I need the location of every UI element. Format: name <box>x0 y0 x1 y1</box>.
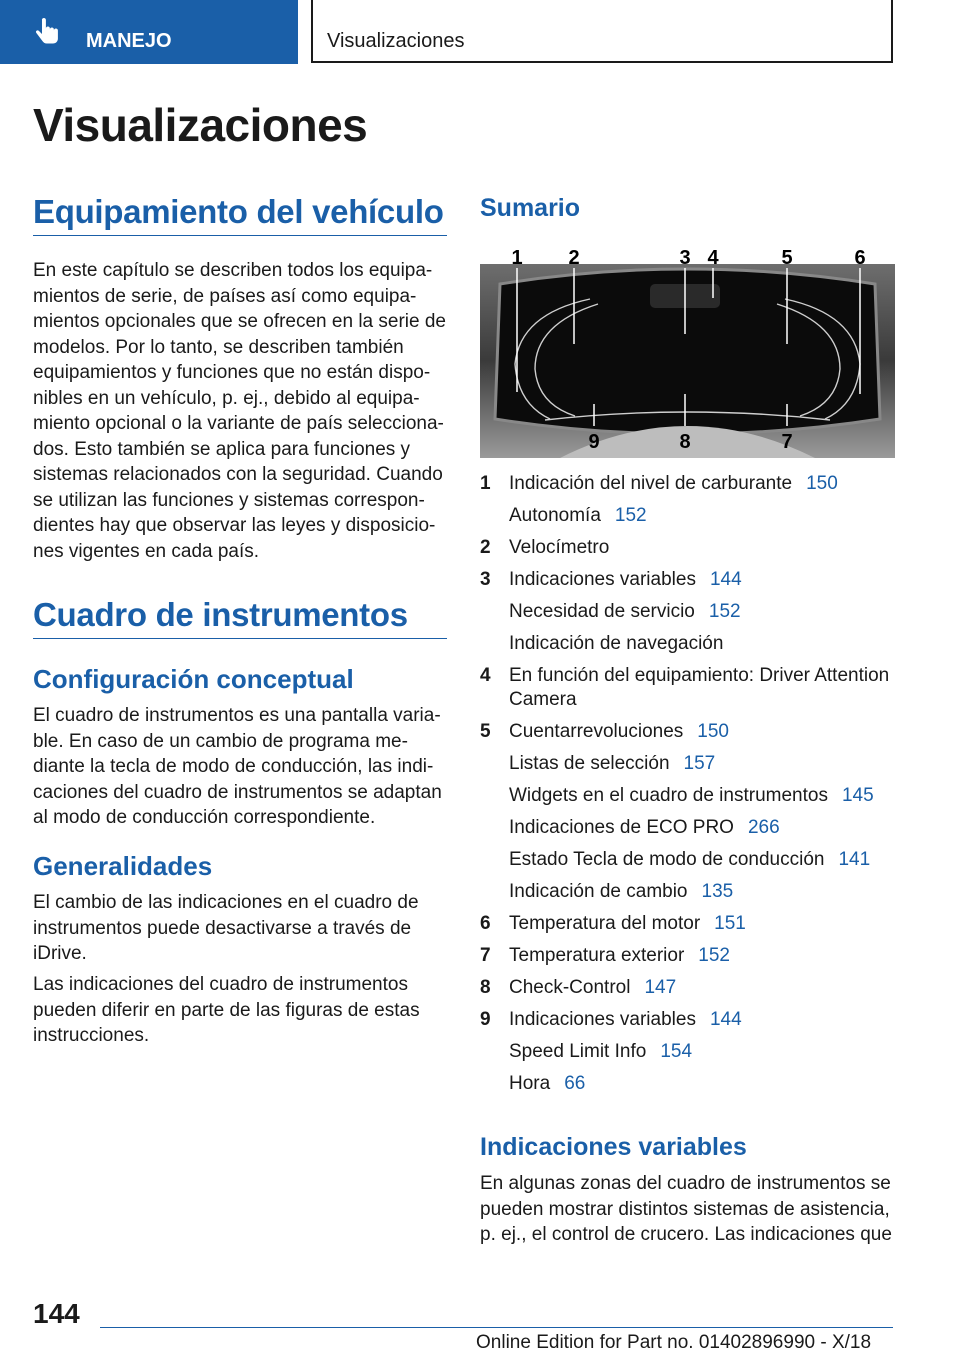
legend-number: 1 <box>480 473 491 494</box>
page-number: 144 <box>33 1298 80 1329</box>
figure-label-9: 9 <box>588 431 600 453</box>
legend-row <box>480 910 900 942</box>
legend-row <box>480 750 900 782</box>
legend-row <box>480 470 900 502</box>
chapter-label: MANEJO <box>86 30 172 52</box>
page-reference-link[interactable]: 144 <box>709 1009 742 1030</box>
legend-label: Indicación de navegación <box>509 633 724 654</box>
legend-row <box>480 598 900 630</box>
breadcrumb-label: Visualizaciones <box>327 30 465 52</box>
legend-label: Indicaciones variables <box>509 569 696 590</box>
legend-number: 6 <box>480 913 491 934</box>
heading-configuracion: Configuración conceptual <box>33 664 354 694</box>
legend-row <box>480 630 900 662</box>
page-reference-link[interactable]: 147 <box>644 977 677 998</box>
heading-generalidades: Generalidades <box>33 851 213 881</box>
page-reference-link[interactable]: 152 <box>708 601 741 622</box>
legend-number: 2 <box>480 537 491 558</box>
legend-label: Temperatura del motor <box>509 913 701 934</box>
paragraph-equipamiento: En este capítulo se describen todos los equipa- mientos de serie, de países así como equipa- mientos opcionales que se ofrecen en la serie de modelos. Por lo tanto, se describen también equipamientos y funciones que no están dispo- nibles en un vehículo, p. ej., debido al equipa- miento opcional o la variante de país selecciona- dos. Esto también se aplica para funciones y sistemas relacionados con la seguridad. Cuando se utilizan las funciones y sistemas correspon- dientes hay que observar las leyes y disposicio- nes vigentes en cada país. <box>33 260 446 562</box>
page-title: Visualizaciones <box>33 99 368 151</box>
legend-label: Check-Control <box>509 977 631 998</box>
legend-number: 3 <box>480 569 491 590</box>
figure-label-6: 6 <box>854 247 866 269</box>
figure-label-3: 3 <box>679 247 691 269</box>
legend-label: Widgets en el cuadro de instrumentos <box>509 785 828 806</box>
legend-label: Listas de selección <box>509 753 670 774</box>
page-reference-link[interactable]: 66 <box>564 1073 586 1094</box>
legend-list <box>480 470 900 1102</box>
page-reference-link[interactable]: 151 <box>714 913 746 934</box>
legend-number: 9 <box>480 1009 491 1030</box>
hand-pointer-icon <box>30 16 64 50</box>
heading-indicaciones: Indicaciones variables <box>480 1133 747 1161</box>
legend-label: Cuentarrevoluciones <box>509 721 684 742</box>
heading-rule <box>33 235 447 236</box>
legend-label: Necesidad de servicio <box>509 601 695 622</box>
figure-label-2: 2 <box>568 247 580 269</box>
legend-number: 4 <box>480 665 491 686</box>
page-reference-link[interactable]: 141 <box>838 849 871 870</box>
paragraph-generalidades-2: Las indicaciones del cuadro de instrumentos pueden diferir en parte de las figuras de estas instrucciones. <box>33 974 420 1046</box>
legend-label: Temperatura exterior <box>509 945 685 966</box>
page-reference-link[interactable]: 152 <box>614 505 647 526</box>
legend-row <box>480 502 900 534</box>
legend-row <box>480 814 900 846</box>
legend-number: 5 <box>480 721 491 742</box>
legend-row <box>480 718 900 750</box>
legend-label: Indicaciones de ECO PRO <box>509 817 734 838</box>
legend-label: Autonomía <box>509 505 601 526</box>
legend-label: Hora <box>509 1073 551 1094</box>
edition-note: Online Edition for Part no. 01402896990 - X/18 <box>476 1332 872 1353</box>
legend-label: Indicación de cambio <box>509 881 688 902</box>
paragraph-configuracion: El cuadro de instrumentos es una pantalla varia- ble. En caso de un cambio de programa me- diante la tecla de modo de conducción, las indi- caciones del cuadro de instrumentos se adaptan al modo de conducción correspondiente. <box>33 705 442 828</box>
legend-label: Estado Tecla de modo de conducción <box>509 849 825 870</box>
heading-cuadro: Cuadro de instrumentos <box>33 596 408 633</box>
heading-rule <box>33 638 447 639</box>
legend-number: 8 <box>480 977 491 998</box>
legend-label: En función del equipamiento: Driver Attention Camera <box>509 665 890 710</box>
legend-row <box>480 846 900 878</box>
legend-number: 7 <box>480 945 491 966</box>
page-reference-link[interactable]: 135 <box>701 881 734 902</box>
legend-row <box>480 974 900 1006</box>
breadcrumb <box>311 0 893 63</box>
footer-rule <box>100 1327 893 1328</box>
page-reference-link[interactable]: 150 <box>697 721 729 742</box>
legend-label: Indicaciones variables <box>509 1009 696 1030</box>
legend-label: Speed Limit Info <box>509 1041 647 1062</box>
legend-row <box>480 942 900 974</box>
heading-sumario: Sumario <box>480 194 581 222</box>
legend-row <box>480 1038 900 1070</box>
page-reference-link[interactable]: 145 <box>841 785 874 806</box>
legend-label: Indicación del nivel de carburante <box>509 473 793 494</box>
legend-row <box>480 1070 900 1102</box>
legend-row <box>480 566 900 598</box>
figure-label-7: 7 <box>781 431 793 453</box>
page-reference-link[interactable]: 266 <box>747 817 780 838</box>
figure-label-1: 1 <box>511 247 523 269</box>
chapter-tab[interactable] <box>0 0 298 64</box>
page-reference-link[interactable]: 150 <box>806 473 838 494</box>
legend-row <box>480 662 900 718</box>
figure-label-8: 8 <box>679 431 691 453</box>
instrument-cluster-figure <box>480 244 895 458</box>
legend-row <box>480 1006 900 1038</box>
figure-label-5: 5 <box>781 247 793 269</box>
legend-row <box>480 782 900 814</box>
page-reference-link[interactable]: 144 <box>709 569 742 590</box>
page-reference-link[interactable]: 152 <box>698 945 730 966</box>
figure-label-4: 4 <box>707 247 719 269</box>
legend-row <box>480 878 900 910</box>
legend-label: Velocímetro <box>509 537 610 558</box>
heading-equipamiento: Equipamiento del vehículo <box>33 193 444 230</box>
legend-row <box>480 534 900 566</box>
paragraph-indicaciones: En algunas zonas del cuadro de instrumentos se pueden mostrar distintos sistemas de asistencia, p. ej., el control de crucero. Las indicaciones que <box>480 1173 892 1245</box>
paragraph-generalidades-1: El cambio de las indicaciones en el cuadro de instrumentos puede desactivarse a través de iDrive. <box>33 892 419 964</box>
page-reference-link[interactable]: 157 <box>683 753 716 774</box>
page-reference-link[interactable]: 154 <box>660 1041 693 1062</box>
